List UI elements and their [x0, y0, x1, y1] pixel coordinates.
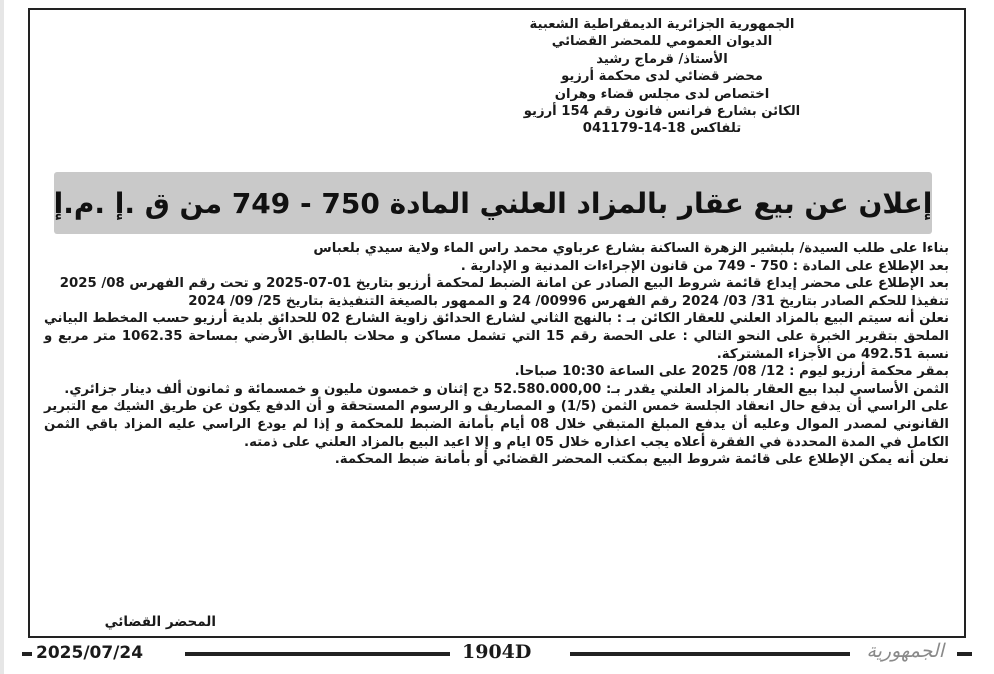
footer-rule-left	[22, 652, 32, 656]
header-line-office: الديوان العمومي للمحضر القضائي	[551, 34, 773, 50]
issuer-header	[402, 16, 922, 138]
header-line-address: الكائن بشارع فرانس فانون رقم 154 أرزيو	[523, 104, 801, 120]
footer-rule-middle-left	[185, 652, 450, 656]
paragraph-judgment: تنفيذا للحكم الصادر بتاريخ 31/ 03/ 2024 رقم الفهرس 00996/ 24 و الممهور بالصيغة التنفيذية بتاريخ 25/ 09/ 2024	[188, 293, 949, 309]
header-line-name: الأستاذ/ قرماج رشيد	[596, 51, 728, 67]
paragraph-payment-terms: على الراسي أن يدفع حال انعقاد الجلسة خمس الثمن (1/5) و المصاريف و الرسوم المستحقة و أن الدفع يكون عن طريق الشيك مع التبرير القانوني لمصدر الموال وعليه أن يدفع المبلغ المتبقي خلال 08 أيام بأمانة الضبط للمحكمة و إذا لم يودع الراسي عليه المزاد باقي الثمن الكامل في المدة المحددة في الفقرة أعلاه يجب اعذاره خلال 05 ايام و إلا اعيد البيع بالمزاد العلني على ذمته.	[44, 399, 949, 450]
footer	[22, 640, 972, 670]
footer-rule-right	[957, 652, 972, 656]
header-line-jurisdiction: اختصاص لدى مجلس قضاء وهران	[554, 86, 770, 102]
paragraph-consultation: نعلن أنه يمكن الإطلاع على قائمة شروط البيع بمكتب المحضر القضائي أو بأمانة ضبط المحكمة.	[334, 452, 949, 468]
notice-body	[44, 240, 949, 469]
newspaper-logo: الجمهورية	[866, 640, 944, 662]
paragraph-auction-date: بمقر محكمة أرزيو ليوم : 12/ 08/ 2025 على الساعة 10:30 صباحا.	[514, 364, 949, 380]
paragraph-deposit: بعد الإطلاع على محضر إيداع قائمة شروط البيع الصادر عن امانة الضبط لمحكمة أرزيو بتاريخ 01-07-2025 و تحت رقم الفهرس 08/ 2025	[59, 276, 949, 292]
header-line-court: محضر قضائي لدى محكمة أرزيو	[561, 69, 763, 85]
signature: المحضر القضائي	[104, 614, 216, 630]
scan-edge	[0, 0, 4, 674]
publication-date: 2025/07/24	[36, 643, 144, 663]
header-line-country: الجمهورية الجزائرية الديمقراطية الشعبية	[529, 17, 795, 32]
paragraph-request: بناءا على طلب السيدة/ بلبشير الزهرة الساكنة بشارع عرباوي محمد راس الماء ولاية سيدي بلعباس	[313, 241, 949, 256]
notice-code: 1904D	[462, 641, 532, 663]
footer-rule-middle-right	[570, 652, 850, 656]
paragraph-law-article: بعد الإطلاع على المادة : 750 - 749 من قانون الإجراءات المدنية و الإدارية .	[460, 258, 949, 274]
header-line-phone: تلفاكس 18-14-041179	[582, 121, 742, 137]
paragraph-base-price: الثمن الأساسي لبدا بيع العقار بالمزاد العلني يقدر بـ: 52.580.000,00 دج إثنان و خمسون مليون و خمسمائة و ثمانون ألف دينار جزائري.	[64, 381, 949, 397]
notice-title: إعلان عن بيع عقار بالمزاد العلني المادة 750 - 749 من ق .إ .م.إ	[53, 186, 933, 220]
paragraph-property: نعلن أنه سيتم البيع بالمزاد العلني للعقار الكائن بـ : بالنهج الثاني لشارع الحدائق زاوية الشارع 02 للحدائق بلدية أرزيو حسب المخطط البياني الملحق بتقرير الخبرة على النحو التالي : على الحصة رقم 15 التي تشمل مساكن و محلات بالطابق الأرضي بمساحة 1062.35 متر مربع و نسبة 492.51 من الأجزاء المشتركة.	[44, 311, 950, 362]
